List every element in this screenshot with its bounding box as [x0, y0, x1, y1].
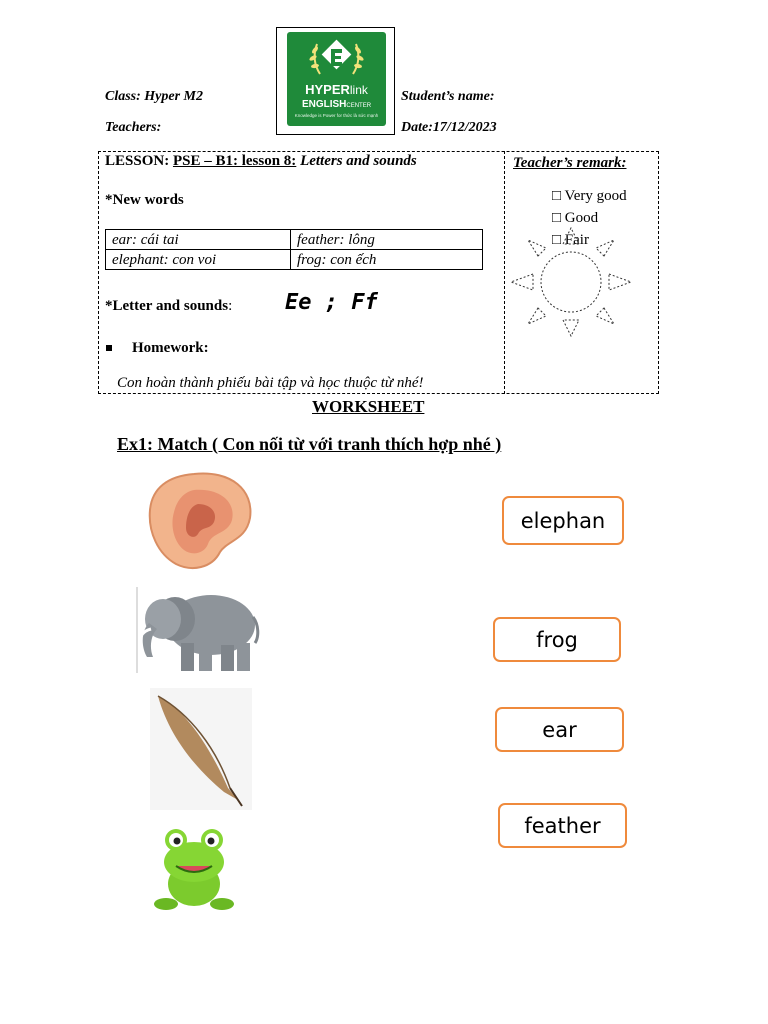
- class-label: Class: Hyper M2: [105, 89, 203, 104]
- letter-sounds-text: *Letter and sounds: [105, 298, 229, 314]
- hyperlink-logo: [287, 32, 386, 126]
- new-words-label: *New words: [105, 192, 184, 208]
- vocab-table: [105, 229, 483, 270]
- feather-picture[interactable]: [150, 688, 252, 810]
- student-name-label: Student’s name:: [401, 89, 495, 104]
- laurel-icon: [287, 32, 386, 82]
- word-box-frog[interactable]: frog: [493, 617, 621, 662]
- teacher-remark-title: Teacher’s remark:: [513, 155, 627, 171]
- homework-note: Con hoàn thành phiếu bài tập và học thuộc từ nhé!: [117, 375, 424, 391]
- letter-sounds-colon: :: [228, 298, 233, 314]
- lesson-heading: [105, 153, 417, 170]
- vocab-cell: frog: con ếch: [291, 250, 483, 270]
- logo-brand-main: HYPER: [305, 82, 350, 97]
- word-box-ear[interactable]: ear: [495, 707, 624, 752]
- logo-tagline: Knowledge is Power for thức là sức mạnh: [294, 113, 379, 118]
- lesson-label: LESSON:: [105, 153, 170, 169]
- word-box-elephant[interactable]: elephan: [502, 496, 624, 545]
- lesson-title: Letters and sounds: [300, 153, 417, 169]
- logo-brand-sub: link: [349, 83, 368, 97]
- letters-display: Ee ; Ff: [285, 290, 378, 315]
- remark-divider: [504, 151, 505, 394]
- date-label: Date:17/12/2023: [401, 120, 497, 135]
- exercise-1-title: Ex1: Match ( Con nối từ với tranh thích hợp nhé ): [117, 434, 502, 454]
- homework-label: Homework:: [132, 340, 209, 356]
- lesson-code: PSE – B1: lesson 8:: [172, 153, 297, 169]
- ear-picture[interactable]: [146, 468, 256, 573]
- table-row: [106, 250, 483, 270]
- bullet-icon: [106, 345, 112, 351]
- vocab-cell: elephant: con voi: [106, 250, 291, 270]
- remark-option-very-good[interactable]: □ Very good: [552, 188, 627, 204]
- sun-icon: [508, 226, 636, 338]
- remark-option-fair[interactable]: □ Fair: [552, 232, 589, 248]
- frog-picture[interactable]: [152, 824, 236, 914]
- letter-sounds-label: [105, 298, 232, 315]
- word-box-feather[interactable]: feather: [498, 803, 627, 848]
- vocab-cell: feather: lông: [291, 230, 483, 250]
- elephant-picture[interactable]: [135, 585, 260, 675]
- remark-option-good[interactable]: □ Good: [552, 210, 599, 226]
- logo-brand-line2: ENGLISH: [301, 99, 347, 110]
- worksheet-title: WORKSHEET: [312, 397, 425, 416]
- teachers-label: Teachers:: [105, 120, 162, 135]
- vocab-cell: ear: cái tai: [106, 230, 291, 250]
- logo-brand-line2-sub: CENTER: [346, 103, 372, 109]
- table-row: [106, 230, 483, 250]
